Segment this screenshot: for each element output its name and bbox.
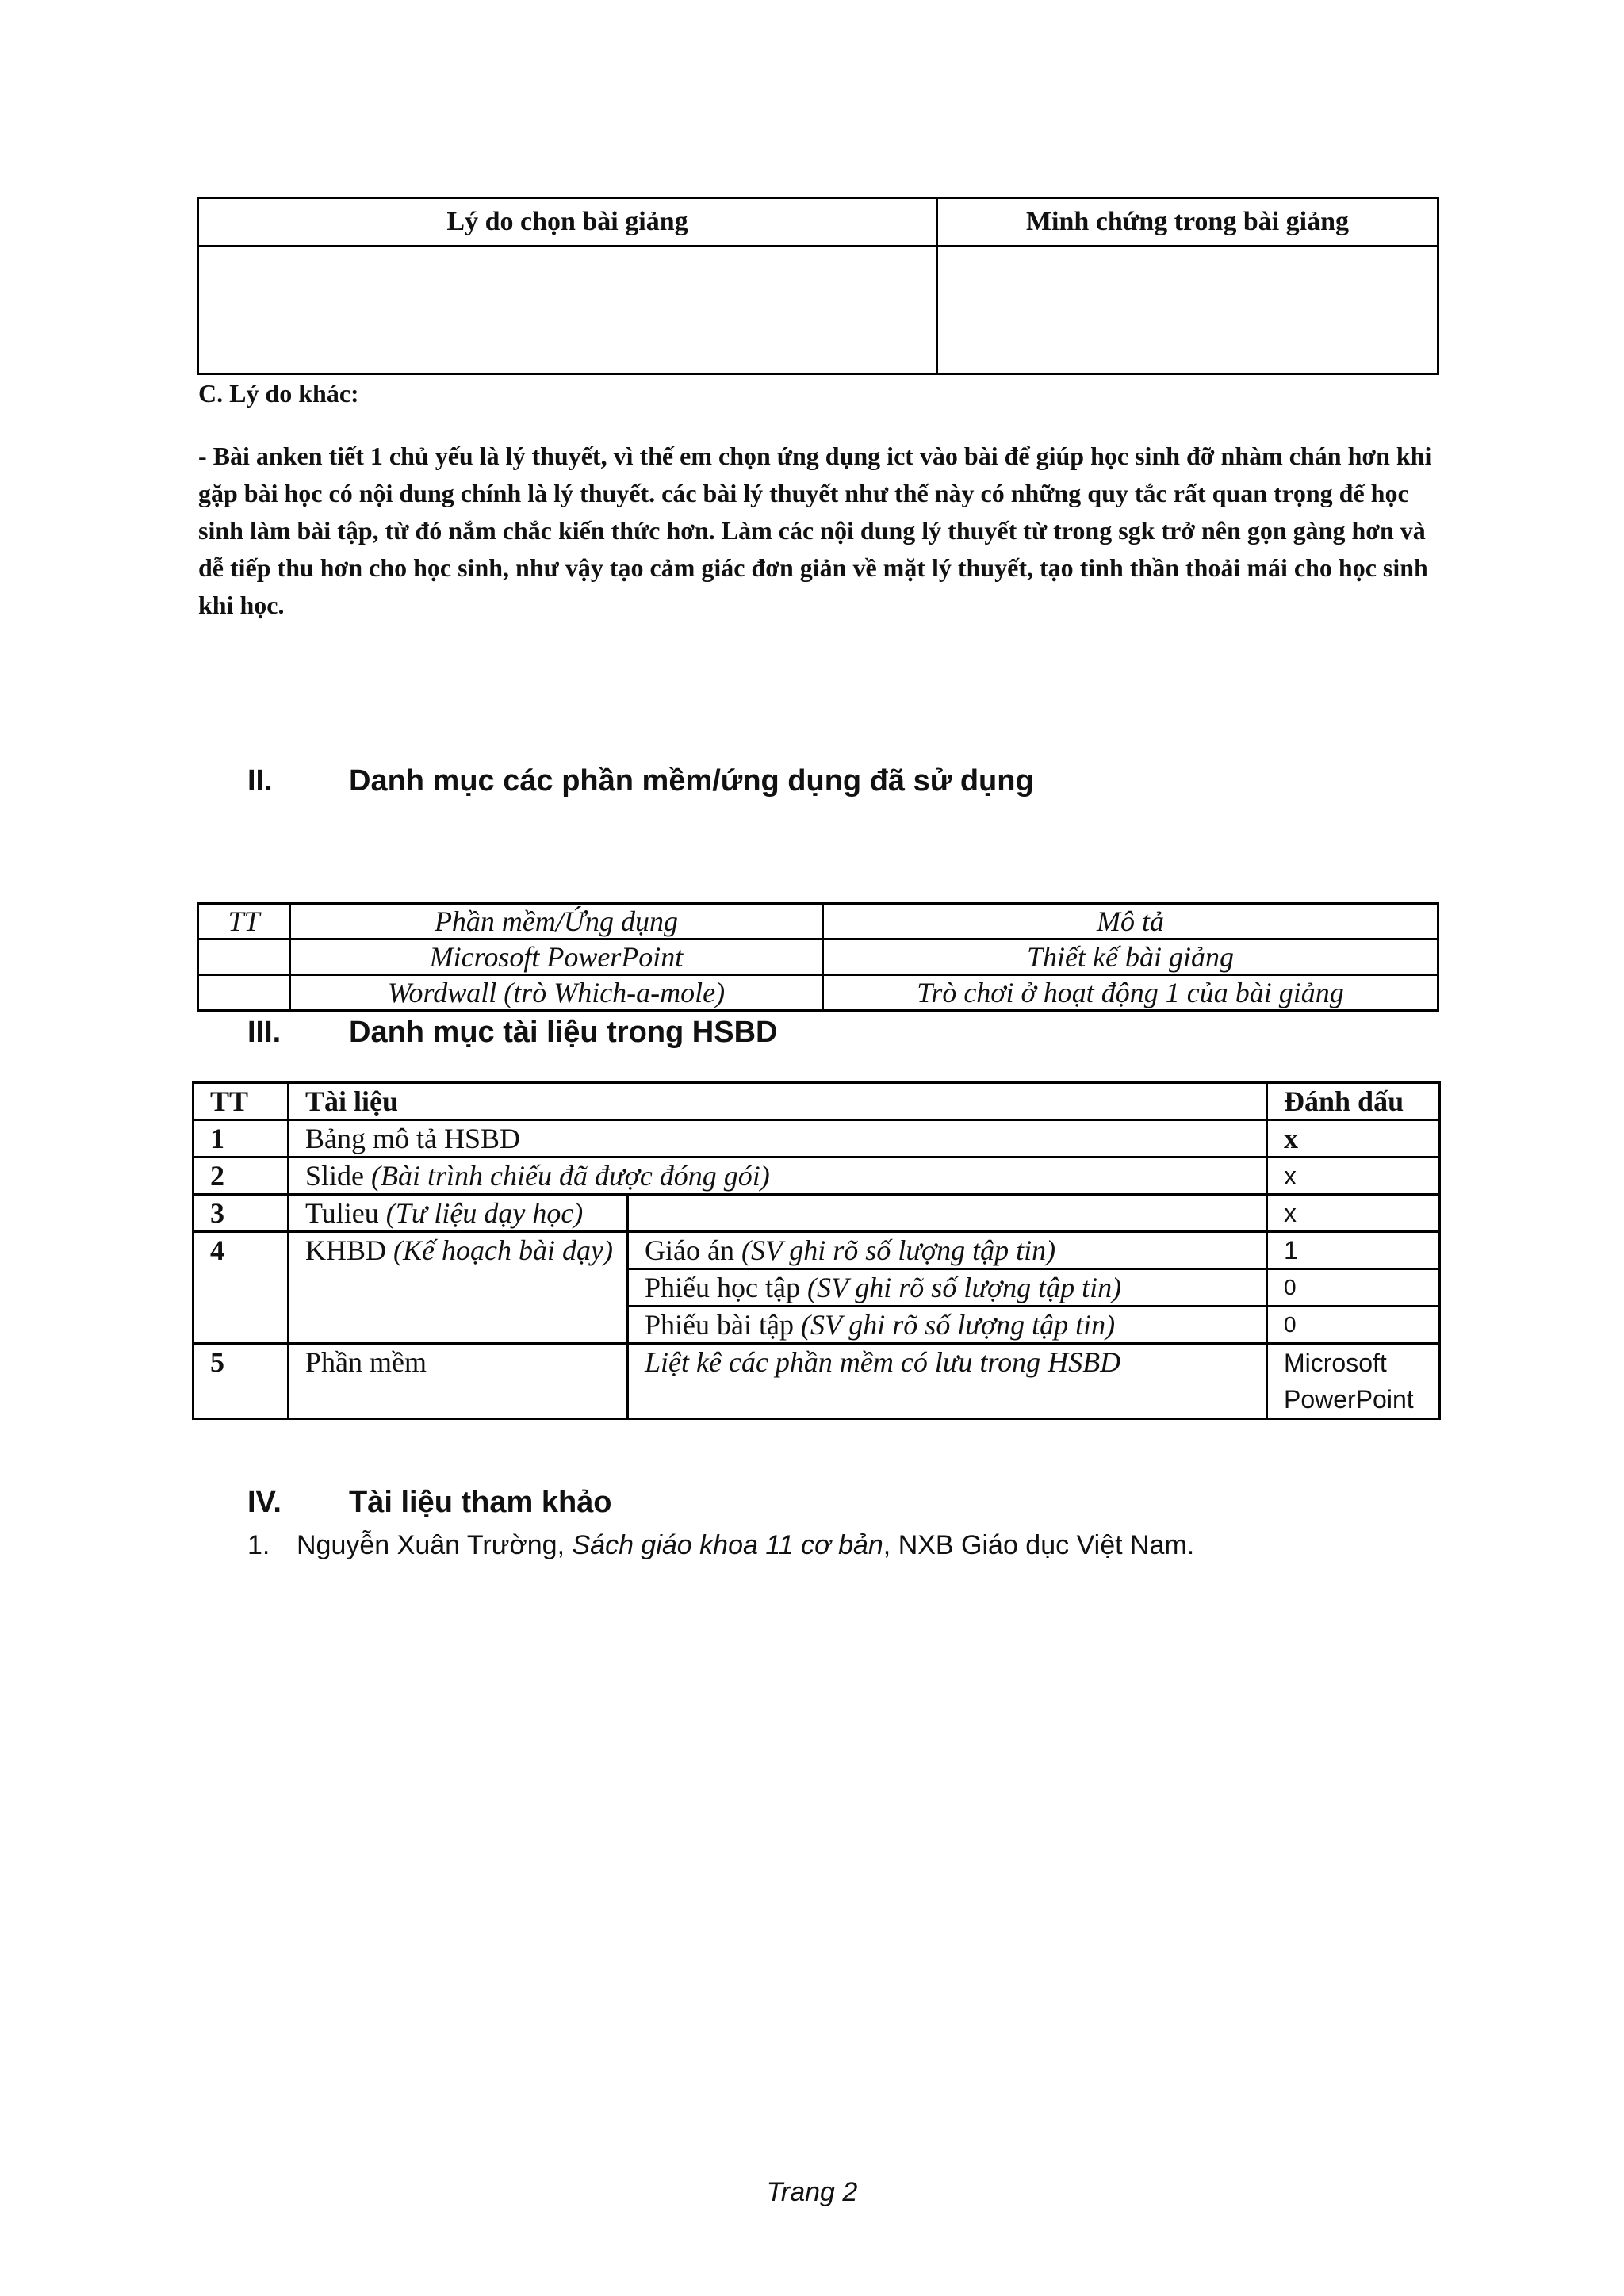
section-title: Danh mục các phần mềm/ứng dụng đã sử dụng	[349, 764, 1034, 798]
table-cell: Trò chơi ở hoạt động 1 của bài giảng	[823, 975, 1438, 1011]
table-row	[198, 904, 1438, 939]
document-name: Phần mềm	[289, 1344, 628, 1419]
column-header: TT	[198, 904, 290, 939]
table-row	[198, 198, 1438, 247]
table-row	[198, 939, 1438, 975]
section-number: III.	[247, 1016, 282, 1049]
checkmark: x	[1267, 1120, 1440, 1158]
document-label: Tulieu	[305, 1197, 386, 1229]
table-cell: Wordwall (trò Which-a-mole)	[290, 975, 823, 1011]
reference-author: Nguyễn Xuân Trường,	[297, 1530, 573, 1560]
section-title: Tài liệu tham khảo	[349, 1486, 612, 1519]
column-header: Minh chứng trong bài giảng	[937, 198, 1438, 247]
column-header: Lý do chọn bài giảng	[198, 198, 937, 247]
document-description	[628, 1344, 1267, 1419]
table-cell: Thiết kế bài giảng	[823, 939, 1438, 975]
document-name	[289, 1158, 1267, 1195]
reference-publisher: , NXB Giáo dục Việt Nam.	[883, 1530, 1195, 1560]
document-note: (Kế hoạch bài dạy)	[393, 1234, 613, 1266]
document-name	[289, 1195, 628, 1232]
column-header: Đánh dấu	[1267, 1083, 1440, 1120]
software-list: Microsoft PowerPoint	[1267, 1344, 1440, 1419]
sub-document-label: Phiếu học tập	[645, 1272, 807, 1303]
table-row	[193, 1120, 1440, 1158]
row-number: 5	[193, 1344, 289, 1419]
page-footer: Trang 2	[766, 2177, 858, 2207]
sub-document	[628, 1307, 1267, 1344]
table-cell	[937, 247, 1438, 374]
column-header: Mô tả	[823, 904, 1438, 939]
reasons-table	[197, 197, 1439, 375]
description-text: Liệt kê các phần mềm có lưu trong HSBD	[645, 1346, 1121, 1378]
reference-title: Sách giáo khoa 11 cơ bản	[572, 1530, 883, 1560]
table-row	[193, 1158, 1440, 1195]
checkmark: x	[1267, 1158, 1440, 1195]
row-number: 3	[193, 1195, 289, 1232]
count-value: 1	[1267, 1232, 1440, 1269]
table-row	[193, 1232, 1440, 1269]
sub-document-label: Giáo án	[645, 1234, 741, 1266]
section-number: IV.	[247, 1486, 282, 1519]
table-cell	[198, 247, 937, 374]
column-header: Phần mềm/Ứng dụng	[290, 904, 823, 939]
documents-table	[192, 1081, 1441, 1420]
sub-document-note: (SV ghi rõ số lượng tập tin)	[806, 1272, 1122, 1303]
sub-document-note: (SV ghi rõ số lượng tập tin)	[800, 1309, 1116, 1341]
reference-number: 1.	[247, 1530, 270, 1560]
count-value: 0	[1267, 1307, 1440, 1344]
section-title: Danh mục tài liệu trong HSBD	[349, 1016, 778, 1049]
row-number: 2	[193, 1158, 289, 1195]
section-c-paragraph: - Bài anken tiết 1 chủ yếu là lý thuyết, vì thế em chọn ứng dụng ict vào bài để giúp học sinh đỡ nhàm chán hơn khi gặp bài học có nội dung chính là lý thuyết. các bài lý thuyết như thế này có những quy tắc rất quan trọng để học sinh làm bài tập, từ đó nắm chắc kiến thức hơn. Làm các nội dung lý thuyết từ trong sgk trở nên gọn gàng hơn và dễ tiếp thu hơn cho học sinh, như vậy tạo cảm giác đơn giản về mặt lý thuyết, tạo tinh thần thoải mái cho học sinh khi học.	[198, 442, 1432, 619]
table-row	[198, 975, 1438, 1011]
table-cell: Microsoft PowerPoint	[290, 939, 823, 975]
section-c-title: C. Lý do khác:	[198, 379, 359, 408]
table-row	[198, 247, 1438, 374]
table-cell	[198, 975, 290, 1011]
software-table	[197, 902, 1439, 1012]
table-cell	[198, 939, 290, 975]
row-number: 1	[193, 1120, 289, 1158]
document-note: (Bài trình chiếu đã được đóng gói)	[371, 1160, 770, 1192]
table-row	[193, 1195, 1440, 1232]
sub-document	[628, 1269, 1267, 1307]
table-row	[193, 1083, 1440, 1120]
column-header: TT	[193, 1083, 289, 1120]
column-header: Tài liệu	[289, 1083, 1267, 1120]
table-cell	[628, 1195, 1267, 1232]
sub-document-note: (SV ghi rõ số lượng tập tin)	[741, 1234, 1056, 1266]
row-number: 4	[193, 1232, 289, 1344]
table-row	[193, 1344, 1440, 1419]
count-value: 0	[1267, 1269, 1440, 1307]
checkmark: x	[1267, 1195, 1440, 1232]
document-label: Slide	[305, 1160, 372, 1192]
document-label: KHBD	[305, 1234, 394, 1266]
sub-document	[628, 1232, 1267, 1269]
section-number: II.	[247, 764, 273, 798]
reference-text	[297, 1530, 1194, 1561]
document-name: Bảng mô tả HSBD	[289, 1120, 1267, 1158]
document-name	[289, 1232, 628, 1344]
sub-document-label: Phiếu bài tập	[645, 1309, 801, 1341]
document-note: (Tư liệu dạy học)	[385, 1197, 584, 1229]
